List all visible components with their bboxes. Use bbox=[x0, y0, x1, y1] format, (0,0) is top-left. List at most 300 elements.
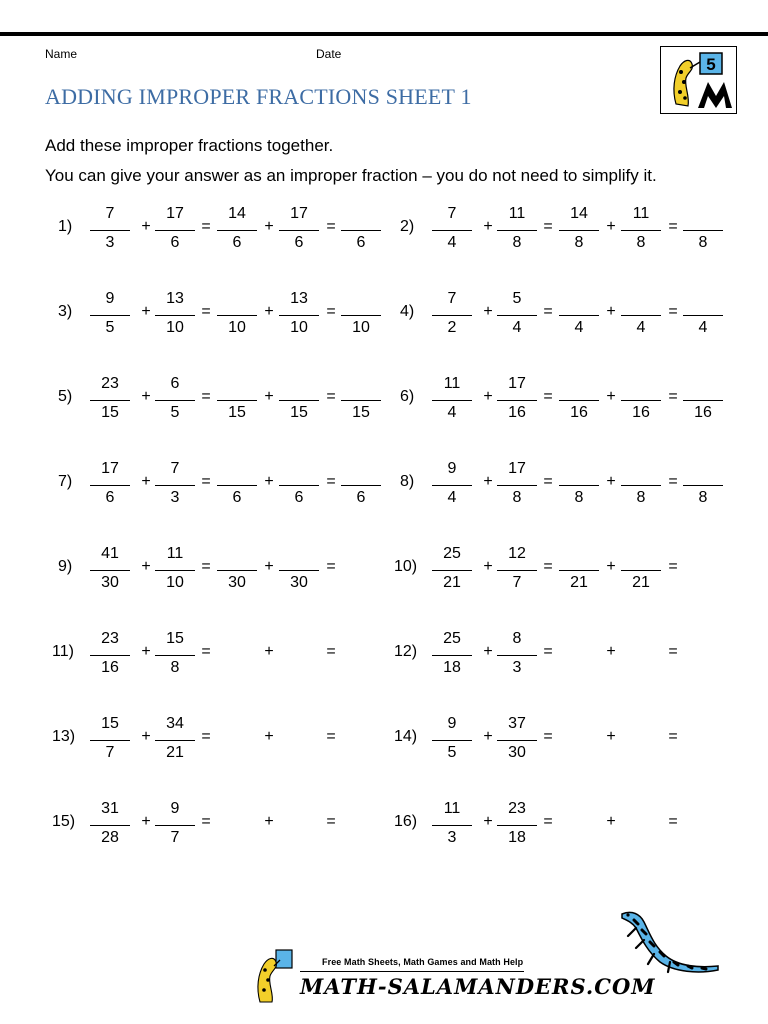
fraction bbox=[89, 203, 131, 259]
fraction-bar bbox=[432, 740, 472, 741]
plus-sign: + bbox=[141, 218, 151, 235]
problem-9 bbox=[54, 543, 394, 599]
fraction-bar bbox=[683, 315, 723, 316]
problem-7 bbox=[54, 458, 394, 514]
fraction bbox=[216, 203, 258, 259]
fraction-bar bbox=[559, 485, 599, 486]
fraction-bar bbox=[341, 400, 381, 401]
numerator bbox=[216, 375, 258, 397]
fraction-bar bbox=[559, 570, 599, 571]
fraction bbox=[89, 628, 131, 684]
fraction bbox=[496, 798, 538, 854]
fraction-bar bbox=[341, 315, 381, 316]
fraction bbox=[154, 373, 196, 429]
denominator: 5 bbox=[170, 404, 180, 421]
fraction-bar bbox=[432, 825, 472, 826]
plus-sign: + bbox=[606, 813, 616, 830]
fraction-bar bbox=[90, 825, 130, 826]
problem-5 bbox=[54, 373, 394, 429]
numerator bbox=[558, 375, 600, 397]
plus-sign: + bbox=[483, 218, 493, 235]
numerator bbox=[340, 460, 382, 482]
plus-sign: + bbox=[264, 728, 274, 745]
numerator: 17 bbox=[508, 460, 526, 477]
denominator: 16 bbox=[632, 404, 650, 421]
answer-fraction[interactable] bbox=[682, 288, 724, 344]
numerator: 23 bbox=[101, 630, 119, 647]
answer-fraction[interactable] bbox=[620, 373, 662, 429]
numerator: 17 bbox=[508, 375, 526, 392]
equals-sign: = bbox=[201, 218, 211, 235]
plus-sign: + bbox=[483, 643, 493, 660]
denominator: 18 bbox=[443, 659, 461, 676]
problem-number: 5) bbox=[58, 388, 73, 405]
answer-fraction[interactable] bbox=[558, 543, 600, 599]
equals-sign: = bbox=[668, 813, 678, 830]
numerator: 17 bbox=[290, 205, 308, 222]
fraction-bar bbox=[217, 485, 257, 486]
denominator: 6 bbox=[294, 489, 304, 506]
plus-sign: + bbox=[264, 388, 274, 405]
numerator: 23 bbox=[101, 375, 119, 392]
plus-sign: + bbox=[606, 303, 616, 320]
denominator: 30 bbox=[290, 574, 308, 591]
fraction bbox=[496, 628, 538, 684]
answer-fraction[interactable] bbox=[558, 458, 600, 514]
fraction-bar bbox=[90, 655, 130, 656]
denominator: 4 bbox=[574, 319, 584, 336]
numerator bbox=[216, 545, 258, 567]
answer-fraction[interactable] bbox=[620, 458, 662, 514]
denominator: 16 bbox=[101, 659, 119, 676]
fraction-bar bbox=[279, 400, 319, 401]
fraction bbox=[431, 798, 473, 854]
fraction-bar bbox=[497, 315, 537, 316]
equals-sign: = bbox=[668, 218, 678, 235]
denominator: 15 bbox=[101, 404, 119, 421]
denominator: 6 bbox=[105, 489, 115, 506]
salamander-illustration bbox=[614, 906, 724, 976]
instruction-1: Add these improper fractions together. bbox=[45, 136, 334, 155]
numerator: 8 bbox=[512, 630, 522, 647]
numerator: 11 bbox=[166, 545, 184, 562]
numerator bbox=[682, 290, 724, 312]
fraction-bar bbox=[90, 400, 130, 401]
fraction-bar bbox=[279, 570, 319, 571]
denominator: 4 bbox=[447, 234, 457, 251]
fraction-bar bbox=[621, 485, 661, 486]
fraction bbox=[89, 458, 131, 514]
numerator: 9 bbox=[447, 460, 457, 477]
problem-number: 11) bbox=[52, 643, 74, 660]
fraction-bar bbox=[279, 485, 319, 486]
denominator: 15 bbox=[352, 404, 370, 421]
fraction-bar bbox=[155, 315, 195, 316]
fraction-bar bbox=[90, 315, 130, 316]
numerator: 6 bbox=[170, 375, 180, 392]
fraction-bar bbox=[90, 570, 130, 571]
numerator bbox=[278, 375, 320, 397]
numerator bbox=[620, 375, 662, 397]
answer-fraction[interactable] bbox=[278, 373, 320, 429]
numerator: 15 bbox=[166, 630, 184, 647]
equals-sign: = bbox=[543, 473, 553, 490]
numerator: 5 bbox=[512, 290, 522, 307]
equals-sign: = bbox=[201, 558, 211, 575]
plus-sign: + bbox=[141, 473, 151, 490]
problem-14 bbox=[396, 713, 736, 769]
numerator: 25 bbox=[443, 545, 461, 562]
equals-sign: = bbox=[201, 388, 211, 405]
fraction bbox=[496, 543, 538, 599]
denominator: 8 bbox=[512, 234, 522, 251]
fraction bbox=[154, 458, 196, 514]
denominator: 21 bbox=[166, 744, 184, 761]
numerator bbox=[558, 460, 600, 482]
fraction-bar bbox=[217, 230, 257, 231]
answer-fraction[interactable] bbox=[216, 458, 258, 514]
numerator bbox=[682, 460, 724, 482]
answer-fraction[interactable] bbox=[216, 288, 258, 344]
fraction-bar bbox=[621, 400, 661, 401]
plus-sign: + bbox=[606, 218, 616, 235]
fraction bbox=[154, 798, 196, 854]
fraction-bar bbox=[432, 230, 472, 231]
numerator: 11 bbox=[443, 800, 461, 817]
fraction bbox=[496, 713, 538, 769]
numerator: 11 bbox=[443, 375, 461, 392]
fraction-bar bbox=[497, 655, 537, 656]
fraction bbox=[154, 628, 196, 684]
answer-fraction[interactable] bbox=[278, 543, 320, 599]
plus-sign: + bbox=[264, 218, 274, 235]
plus-sign: + bbox=[483, 558, 493, 575]
footer-rule bbox=[300, 971, 524, 972]
fraction bbox=[431, 373, 473, 429]
equals-sign: = bbox=[543, 218, 553, 235]
denominator: 28 bbox=[101, 829, 119, 846]
fraction-bar bbox=[155, 570, 195, 571]
answer-fraction[interactable] bbox=[620, 543, 662, 599]
numerator bbox=[682, 205, 724, 227]
fraction bbox=[496, 373, 538, 429]
fraction bbox=[154, 713, 196, 769]
plus-sign: + bbox=[141, 643, 151, 660]
answer-fraction[interactable] bbox=[340, 288, 382, 344]
equals-sign: = bbox=[668, 473, 678, 490]
equals-sign: = bbox=[668, 643, 678, 660]
equals-sign: = bbox=[201, 303, 211, 320]
denominator: 5 bbox=[105, 319, 115, 336]
numerator: 14 bbox=[570, 205, 588, 222]
denominator: 30 bbox=[508, 744, 526, 761]
fraction bbox=[431, 288, 473, 344]
denominator: 21 bbox=[570, 574, 588, 591]
denominator: 21 bbox=[632, 574, 650, 591]
numerator: 7 bbox=[105, 205, 115, 222]
denominator: 8 bbox=[698, 234, 708, 251]
denominator: 8 bbox=[698, 489, 708, 506]
plus-sign: + bbox=[606, 558, 616, 575]
name-label: Name bbox=[45, 47, 78, 61]
numerator: 37 bbox=[508, 715, 526, 732]
numerator: 11 bbox=[508, 205, 526, 222]
numerator: 34 bbox=[166, 715, 184, 732]
plus-sign: + bbox=[606, 473, 616, 490]
answer-fraction[interactable] bbox=[558, 288, 600, 344]
plus-sign: + bbox=[141, 728, 151, 745]
fraction-bar bbox=[497, 825, 537, 826]
numerator: 9 bbox=[170, 800, 180, 817]
denominator: 2 bbox=[447, 319, 457, 336]
numerator bbox=[682, 375, 724, 397]
denominator: 3 bbox=[447, 829, 457, 846]
problem-number: 1) bbox=[58, 218, 73, 235]
equals-sign: = bbox=[326, 643, 336, 660]
date-label: Date bbox=[316, 47, 342, 61]
answer-fraction[interactable] bbox=[682, 458, 724, 514]
numerator bbox=[340, 290, 382, 312]
fraction-bar bbox=[683, 230, 723, 231]
equals-sign: = bbox=[326, 813, 336, 830]
numerator: 9 bbox=[447, 715, 457, 732]
numerator: 7 bbox=[447, 290, 457, 307]
numerator bbox=[620, 290, 662, 312]
fraction bbox=[431, 628, 473, 684]
plus-sign: + bbox=[141, 388, 151, 405]
fraction-bar bbox=[341, 485, 381, 486]
problem-number: 10) bbox=[394, 558, 418, 575]
numerator bbox=[340, 205, 382, 227]
denominator: 8 bbox=[512, 489, 522, 506]
numerator: 13 bbox=[290, 290, 308, 307]
instruction-2: You can give your answer as an improper fraction – you do not need to simplify it. bbox=[45, 166, 657, 185]
denominator: 10 bbox=[166, 574, 184, 591]
problem-16 bbox=[396, 798, 736, 854]
numerator: 15 bbox=[101, 715, 119, 732]
equals-sign: = bbox=[668, 728, 678, 745]
denominator: 30 bbox=[101, 574, 119, 591]
fraction-bar bbox=[497, 400, 537, 401]
denominator: 7 bbox=[105, 744, 115, 761]
denominator: 6 bbox=[232, 234, 242, 251]
answer-fraction[interactable] bbox=[216, 373, 258, 429]
fraction bbox=[431, 203, 473, 259]
plus-sign: + bbox=[264, 473, 274, 490]
numerator: 7 bbox=[447, 205, 457, 222]
denominator: 4 bbox=[447, 489, 457, 506]
equals-sign: = bbox=[543, 813, 553, 830]
answer-fraction[interactable] bbox=[682, 373, 724, 429]
denominator: 8 bbox=[574, 234, 584, 251]
denominator: 4 bbox=[512, 319, 522, 336]
equals-sign: = bbox=[543, 728, 553, 745]
answer-fraction[interactable] bbox=[340, 373, 382, 429]
page-title: ADDING IMPROPER FRACTIONS SHEET 1 bbox=[45, 84, 472, 109]
numerator: 17 bbox=[101, 460, 119, 477]
fraction bbox=[89, 543, 131, 599]
fraction-bar bbox=[497, 740, 537, 741]
plus-sign: + bbox=[606, 643, 616, 660]
problem-number: 13) bbox=[52, 728, 76, 745]
numerator: 41 bbox=[101, 545, 119, 562]
answer-fraction[interactable] bbox=[558, 373, 600, 429]
fraction-bar bbox=[432, 655, 472, 656]
fraction-bar bbox=[155, 740, 195, 741]
fraction-bar bbox=[621, 230, 661, 231]
problem-10 bbox=[396, 543, 736, 599]
answer-fraction[interactable] bbox=[340, 203, 382, 259]
fraction bbox=[620, 203, 662, 259]
denominator: 15 bbox=[228, 404, 246, 421]
problem-13 bbox=[54, 713, 394, 769]
equals-sign: = bbox=[543, 558, 553, 575]
fraction-bar bbox=[559, 230, 599, 231]
numerator: 14 bbox=[228, 205, 246, 222]
fraction-bar bbox=[90, 740, 130, 741]
answer-fraction[interactable] bbox=[216, 543, 258, 599]
plus-sign: + bbox=[264, 813, 274, 830]
fraction bbox=[89, 373, 131, 429]
fraction-bar bbox=[155, 230, 195, 231]
numerator bbox=[216, 460, 258, 482]
problem-12 bbox=[396, 628, 736, 684]
fraction-bar bbox=[155, 655, 195, 656]
fraction bbox=[278, 203, 320, 259]
denominator: 18 bbox=[508, 829, 526, 846]
fraction bbox=[431, 543, 473, 599]
fraction bbox=[496, 203, 538, 259]
grade-logo bbox=[660, 46, 737, 114]
problem-number: 6) bbox=[400, 388, 415, 405]
plus-sign: + bbox=[606, 728, 616, 745]
equals-sign: = bbox=[201, 813, 211, 830]
problem-number: 2) bbox=[400, 218, 415, 235]
numerator bbox=[278, 545, 320, 567]
plus-sign: + bbox=[483, 473, 493, 490]
fraction-bar bbox=[559, 400, 599, 401]
equals-sign: = bbox=[543, 643, 553, 660]
equals-sign: = bbox=[326, 388, 336, 405]
equals-sign: = bbox=[326, 728, 336, 745]
numerator: 11 bbox=[632, 205, 650, 222]
fraction-bar bbox=[155, 825, 195, 826]
denominator: 10 bbox=[290, 319, 308, 336]
equals-sign: = bbox=[668, 388, 678, 405]
denominator: 3 bbox=[105, 234, 115, 251]
equals-sign: = bbox=[201, 728, 211, 745]
plus-sign: + bbox=[264, 303, 274, 320]
equals-sign: = bbox=[668, 303, 678, 320]
numerator bbox=[216, 290, 258, 312]
fraction-bar bbox=[217, 315, 257, 316]
denominator: 3 bbox=[512, 659, 522, 676]
denominator: 8 bbox=[170, 659, 180, 676]
fraction-bar bbox=[432, 315, 472, 316]
denominator: 30 bbox=[228, 574, 246, 591]
fraction bbox=[496, 288, 538, 344]
numerator: 9 bbox=[105, 290, 115, 307]
fraction-bar bbox=[432, 400, 472, 401]
fraction-bar bbox=[90, 230, 130, 231]
denominator: 8 bbox=[636, 489, 646, 506]
answer-fraction[interactable] bbox=[278, 458, 320, 514]
answer-fraction[interactable] bbox=[340, 458, 382, 514]
equals-sign: = bbox=[326, 558, 336, 575]
problem-number: 16) bbox=[394, 813, 418, 830]
problem-11 bbox=[54, 628, 394, 684]
fraction-bar bbox=[279, 230, 319, 231]
footer-salamander-icon bbox=[250, 948, 294, 1004]
plus-sign: + bbox=[483, 388, 493, 405]
problem-number: 14) bbox=[394, 728, 418, 745]
numerator: 17 bbox=[166, 205, 184, 222]
denominator: 7 bbox=[512, 574, 522, 591]
equals-sign: = bbox=[543, 303, 553, 320]
answer-fraction[interactable] bbox=[682, 203, 724, 259]
denominator: 16 bbox=[570, 404, 588, 421]
denominator: 16 bbox=[508, 404, 526, 421]
fraction bbox=[558, 203, 600, 259]
problem-number: 9) bbox=[58, 558, 73, 575]
footer-site-link[interactable]: MATH-SALAMANDERS.COM bbox=[300, 974, 656, 999]
problem-number: 3) bbox=[58, 303, 73, 320]
fraction-bar bbox=[497, 230, 537, 231]
plus-sign: + bbox=[483, 303, 493, 320]
numerator: 12 bbox=[508, 545, 526, 562]
equals-sign: = bbox=[201, 473, 211, 490]
fraction bbox=[154, 203, 196, 259]
numerator bbox=[278, 460, 320, 482]
numerator: 23 bbox=[508, 800, 526, 817]
problem-3 bbox=[54, 288, 394, 344]
denominator: 6 bbox=[294, 234, 304, 251]
fraction-bar bbox=[155, 485, 195, 486]
numerator: 31 bbox=[101, 800, 119, 817]
equals-sign: = bbox=[326, 473, 336, 490]
numerator: 7 bbox=[170, 460, 180, 477]
fraction bbox=[89, 288, 131, 344]
numerator: 25 bbox=[443, 630, 461, 647]
denominator: 10 bbox=[166, 319, 184, 336]
problem-6 bbox=[396, 373, 736, 429]
fraction-bar bbox=[90, 485, 130, 486]
answer-fraction[interactable] bbox=[620, 288, 662, 344]
plus-sign: + bbox=[606, 388, 616, 405]
fraction-bar bbox=[683, 485, 723, 486]
fraction-bar bbox=[621, 570, 661, 571]
equals-sign: = bbox=[201, 643, 211, 660]
equals-sign: = bbox=[668, 558, 678, 575]
numerator bbox=[620, 545, 662, 567]
fraction bbox=[154, 288, 196, 344]
fraction-bar bbox=[683, 400, 723, 401]
plus-sign: + bbox=[141, 558, 151, 575]
problem-number: 7) bbox=[58, 473, 73, 490]
denominator: 6 bbox=[170, 234, 180, 251]
denominator: 21 bbox=[443, 574, 461, 591]
denominator: 16 bbox=[694, 404, 712, 421]
grade-badge: 5 bbox=[706, 55, 716, 74]
plus-sign: + bbox=[141, 813, 151, 830]
fraction-bar bbox=[217, 570, 257, 571]
fraction-bar bbox=[279, 315, 319, 316]
denominator: 7 bbox=[170, 829, 180, 846]
problem-8 bbox=[396, 458, 736, 514]
fraction bbox=[89, 798, 131, 854]
plus-sign: + bbox=[141, 303, 151, 320]
fraction bbox=[431, 713, 473, 769]
